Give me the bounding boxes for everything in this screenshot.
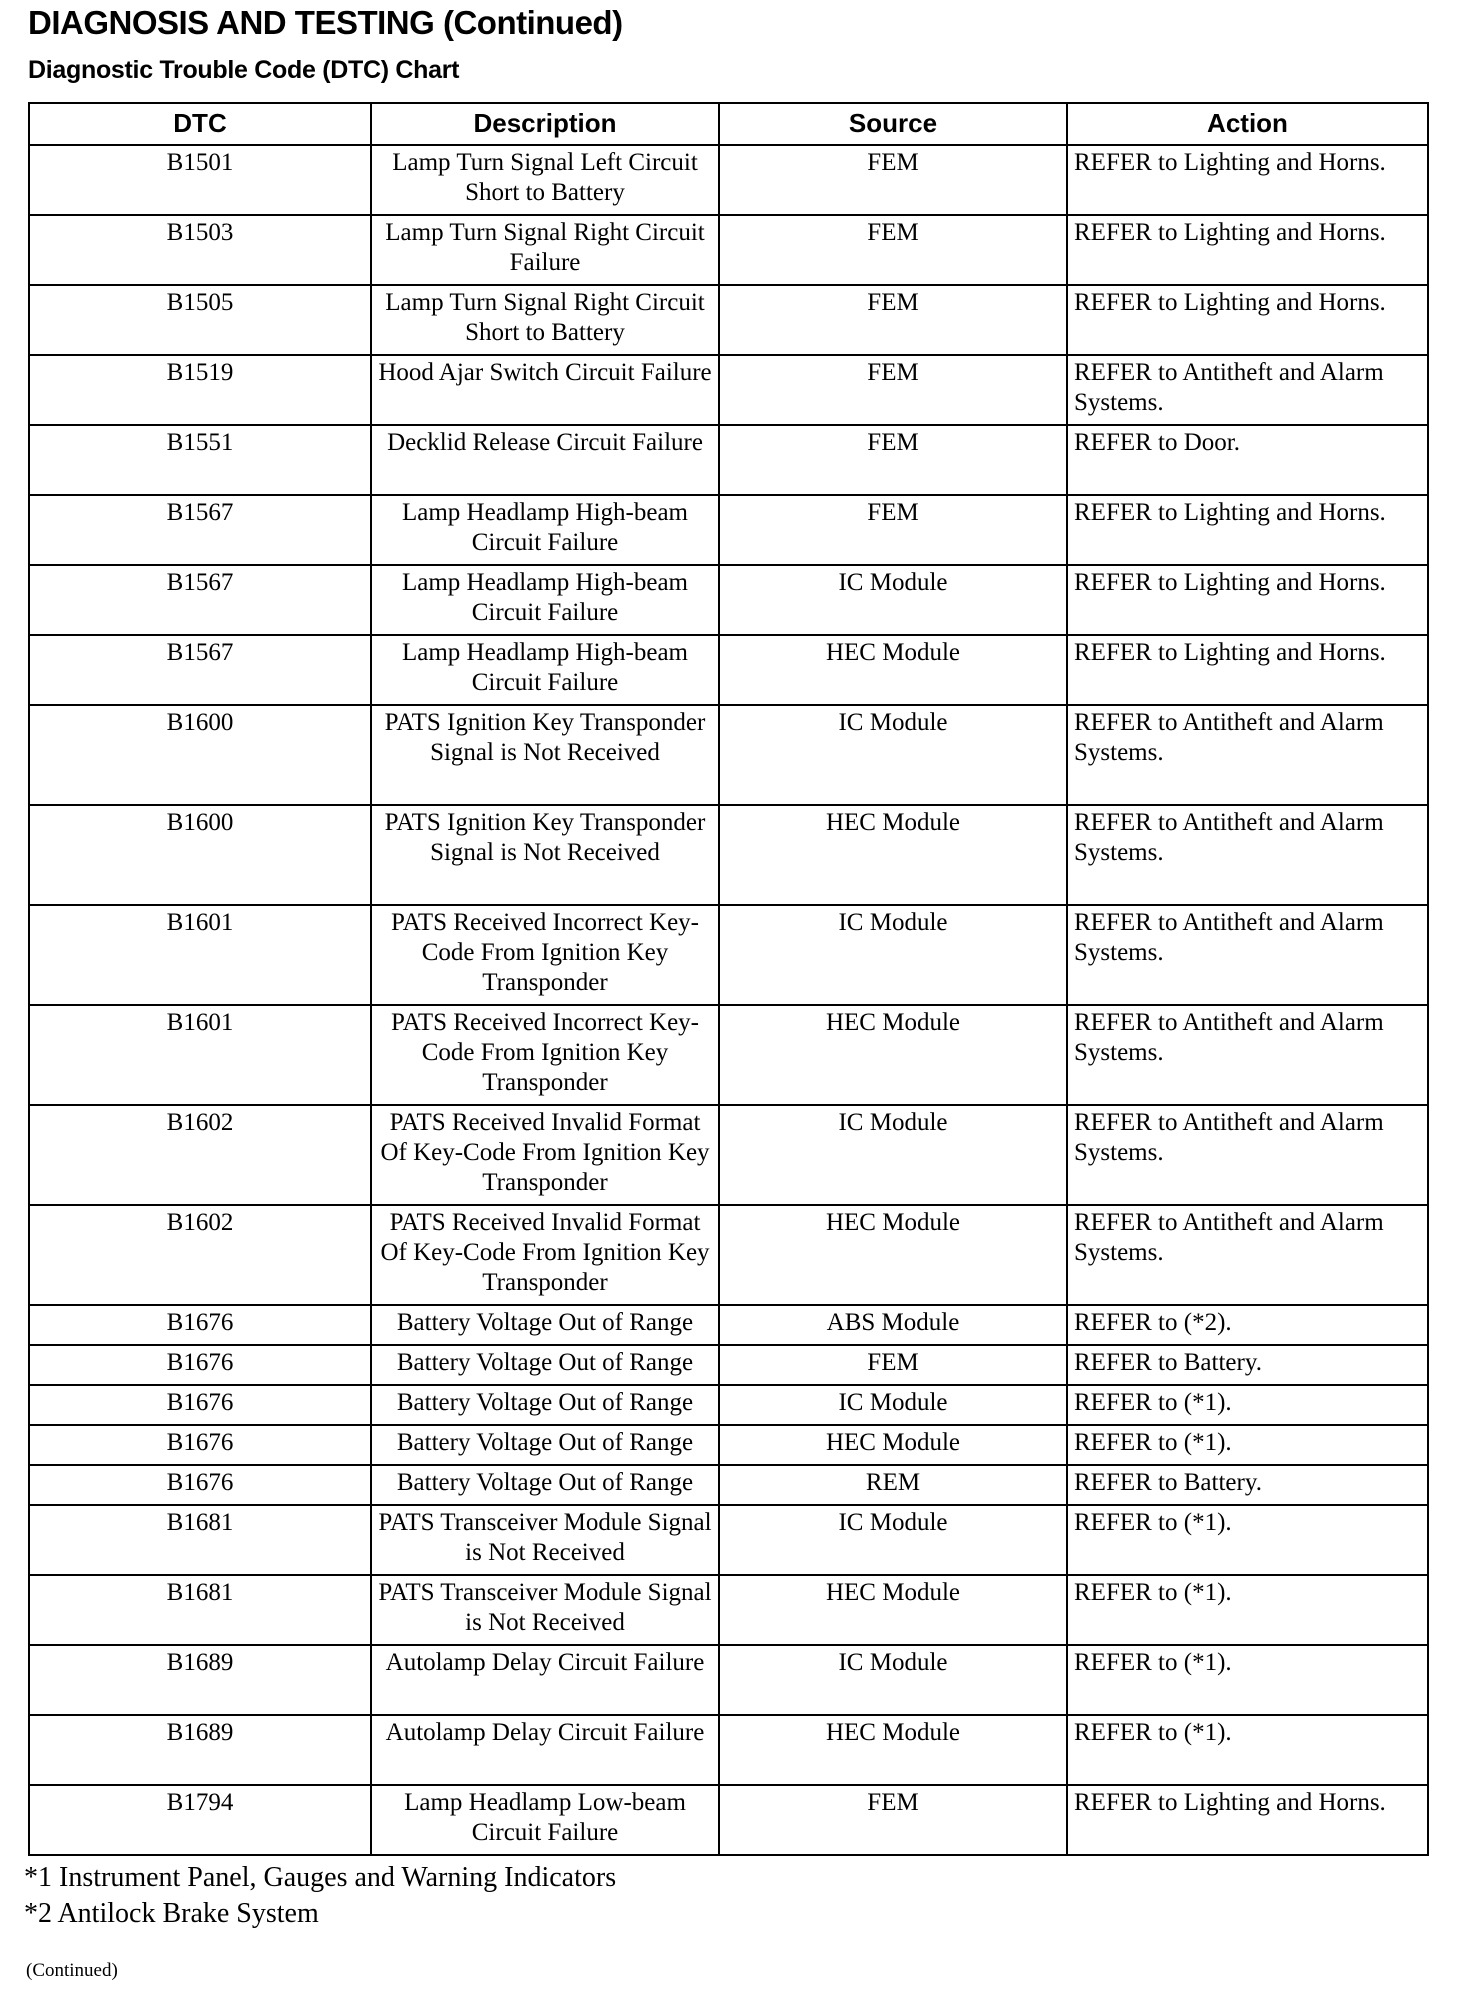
description-cell: Hood Ajar Switch Circuit Failure	[371, 355, 719, 425]
action-cell: REFER to Antitheft and Alarm Systems.	[1067, 355, 1428, 425]
table-row	[29, 565, 1428, 635]
source-cell: REM	[719, 1465, 1067, 1505]
description-cell: PATS Received Invalid Format Of Key-Code From Ignition Key Transponder	[371, 1105, 719, 1205]
source-cell: FEM	[719, 145, 1067, 215]
dtc-cell: B1567	[29, 495, 371, 565]
source-cell: FEM	[719, 425, 1067, 495]
dtc-cell: B1676	[29, 1345, 371, 1385]
table-row	[29, 425, 1428, 495]
table-row	[29, 1465, 1428, 1505]
source-cell: HEC Module	[719, 635, 1067, 705]
source-cell: FEM	[719, 1785, 1067, 1855]
action-cell: REFER to (*1).	[1067, 1505, 1428, 1575]
source-cell: FEM	[719, 215, 1067, 285]
dtc-cell: B1601	[29, 1005, 371, 1105]
description-cell: Battery Voltage Out of Range	[371, 1465, 719, 1505]
action-cell: REFER to (*1).	[1067, 1425, 1428, 1465]
table-row	[29, 1505, 1428, 1575]
source-cell: IC Module	[719, 1385, 1067, 1425]
dtc-cell: B1676	[29, 1425, 371, 1465]
table-row	[29, 215, 1428, 285]
action-cell: REFER to Antitheft and Alarm Systems.	[1067, 1205, 1428, 1305]
dtc-cell: B1503	[29, 215, 371, 285]
description-cell: Lamp Headlamp Low-beam Circuit Failure	[371, 1785, 719, 1855]
page-title: DIAGNOSIS AND TESTING (Continued)	[28, 4, 623, 41]
table-row	[29, 1345, 1428, 1385]
table-row	[29, 905, 1428, 1005]
dtc-cell: B1681	[29, 1505, 371, 1575]
source-cell: HEC Module	[719, 1715, 1067, 1785]
action-cell: REFER to Door.	[1067, 425, 1428, 495]
description-cell: PATS Transceiver Module Signal is Not Received	[371, 1575, 719, 1645]
table-row	[29, 1645, 1428, 1715]
table-header-row	[29, 103, 1428, 145]
action-cell: REFER to Antitheft and Alarm Systems.	[1067, 805, 1428, 905]
description-cell: Lamp Turn Signal Left Circuit Short to Battery	[371, 145, 719, 215]
dtc-cell: B1681	[29, 1575, 371, 1645]
description-cell: Decklid Release Circuit Failure	[371, 425, 719, 495]
action-cell: REFER to (*1).	[1067, 1385, 1428, 1425]
table-row	[29, 1005, 1428, 1105]
dtc-cell: B1676	[29, 1385, 371, 1425]
dtc-cell: B1676	[29, 1465, 371, 1505]
table-row	[29, 1425, 1428, 1465]
source-cell: IC Module	[719, 1105, 1067, 1205]
dtc-cell: B1501	[29, 145, 371, 215]
dtc-table-body	[29, 145, 1428, 1855]
action-cell: REFER to Antitheft and Alarm Systems.	[1067, 1105, 1428, 1205]
description-cell: Lamp Headlamp High-beam Circuit Failure	[371, 565, 719, 635]
action-cell: REFER to (*1).	[1067, 1645, 1428, 1715]
action-cell: REFER to Antitheft and Alarm Systems.	[1067, 1005, 1428, 1105]
description-cell: Battery Voltage Out of Range	[371, 1385, 719, 1425]
source-cell: HEC Module	[719, 1575, 1067, 1645]
table-row	[29, 1385, 1428, 1425]
action-cell: REFER to (*1).	[1067, 1575, 1428, 1645]
continued-label: (Continued)	[26, 1960, 118, 1981]
source-cell: FEM	[719, 355, 1067, 425]
table-row	[29, 285, 1428, 355]
source-cell: IC Module	[719, 565, 1067, 635]
description-cell: Lamp Turn Signal Right Circuit Failure	[371, 215, 719, 285]
table-row	[29, 1575, 1428, 1645]
dtc-cell: B1600	[29, 705, 371, 805]
source-cell: HEC Module	[719, 805, 1067, 905]
table-row	[29, 1305, 1428, 1345]
table-row	[29, 355, 1428, 425]
action-cell: REFER to Lighting and Horns.	[1067, 285, 1428, 355]
description-cell: Battery Voltage Out of Range	[371, 1305, 719, 1345]
table-row	[29, 1715, 1428, 1785]
description-cell: Lamp Turn Signal Right Circuit Short to Battery	[371, 285, 719, 355]
action-cell: REFER to Battery.	[1067, 1345, 1428, 1385]
source-cell: IC Module	[719, 905, 1067, 1005]
table-row	[29, 635, 1428, 705]
column-header-action: Action	[1067, 103, 1428, 145]
column-header-source: Source	[719, 103, 1067, 145]
description-cell: PATS Received Invalid Format Of Key-Code From Ignition Key Transponder	[371, 1205, 719, 1305]
dtc-cell: B1600	[29, 805, 371, 905]
source-cell: IC Module	[719, 705, 1067, 805]
action-cell: REFER to Battery.	[1067, 1465, 1428, 1505]
table-row	[29, 1105, 1428, 1205]
source-cell: FEM	[719, 495, 1067, 565]
source-cell: HEC Module	[719, 1005, 1067, 1105]
description-cell: PATS Ignition Key Transponder Signal is Not Received	[371, 805, 719, 905]
action-cell: REFER to Lighting and Horns.	[1067, 145, 1428, 215]
dtc-cell: B1505	[29, 285, 371, 355]
description-cell: Lamp Headlamp High-beam Circuit Failure	[371, 495, 719, 565]
action-cell: REFER to Antitheft and Alarm Systems.	[1067, 705, 1428, 805]
description-cell: Autolamp Delay Circuit Failure	[371, 1645, 719, 1715]
source-cell: IC Module	[719, 1645, 1067, 1715]
action-cell: REFER to Lighting and Horns.	[1067, 635, 1428, 705]
dtc-cell: B1601	[29, 905, 371, 1005]
description-cell: PATS Received Incorrect Key-Code From Ignition Key Transponder	[371, 1005, 719, 1105]
dtc-cell: B1602	[29, 1105, 371, 1205]
source-cell: FEM	[719, 285, 1067, 355]
action-cell: REFER to Lighting and Horns.	[1067, 495, 1428, 565]
dtc-cell: B1602	[29, 1205, 371, 1305]
dtc-cell: B1551	[29, 425, 371, 495]
dtc-cell: B1794	[29, 1785, 371, 1855]
table-row	[29, 705, 1428, 805]
dtc-cell: B1519	[29, 355, 371, 425]
dtc-cell: B1689	[29, 1645, 371, 1715]
action-cell: REFER to Lighting and Horns.	[1067, 565, 1428, 635]
column-header-dtc: DTC	[29, 103, 371, 145]
description-cell: Battery Voltage Out of Range	[371, 1345, 719, 1385]
source-cell: ABS Module	[719, 1305, 1067, 1345]
source-cell: HEC Module	[719, 1205, 1067, 1305]
action-cell: REFER to (*1).	[1067, 1715, 1428, 1785]
action-cell: REFER to Antitheft and Alarm Systems.	[1067, 905, 1428, 1005]
table-row	[29, 495, 1428, 565]
chart-title: Diagnostic Trouble Code (DTC) Chart	[28, 56, 460, 84]
dtc-cell: B1567	[29, 635, 371, 705]
dtc-table	[28, 102, 1429, 1856]
footnote-2: *2 Antilock Brake System	[24, 1898, 319, 1929]
footnote-1: *1 Instrument Panel, Gauges and Warning Indicators	[24, 1862, 617, 1893]
description-cell: PATS Ignition Key Transponder Signal is Not Received	[371, 705, 719, 805]
table-row	[29, 1205, 1428, 1305]
description-cell: Battery Voltage Out of Range	[371, 1425, 719, 1465]
source-cell: HEC Module	[719, 1425, 1067, 1465]
column-header-description: Description	[371, 103, 719, 145]
description-cell: Lamp Headlamp High-beam Circuit Failure	[371, 635, 719, 705]
table-row	[29, 805, 1428, 905]
table-row	[29, 145, 1428, 215]
source-cell: IC Module	[719, 1505, 1067, 1575]
table-row	[29, 1785, 1428, 1855]
source-cell: FEM	[719, 1345, 1067, 1385]
dtc-cell: B1689	[29, 1715, 371, 1785]
action-cell: REFER to (*2).	[1067, 1305, 1428, 1345]
dtc-cell: B1567	[29, 565, 371, 635]
action-cell: REFER to Lighting and Horns.	[1067, 1785, 1428, 1855]
action-cell: REFER to Lighting and Horns.	[1067, 215, 1428, 285]
description-cell: PATS Transceiver Module Signal is Not Received	[371, 1505, 719, 1575]
dtc-cell: B1676	[29, 1305, 371, 1345]
description-cell: Autolamp Delay Circuit Failure	[371, 1715, 719, 1785]
description-cell: PATS Received Incorrect Key-Code From Ignition Key Transponder	[371, 905, 719, 1005]
